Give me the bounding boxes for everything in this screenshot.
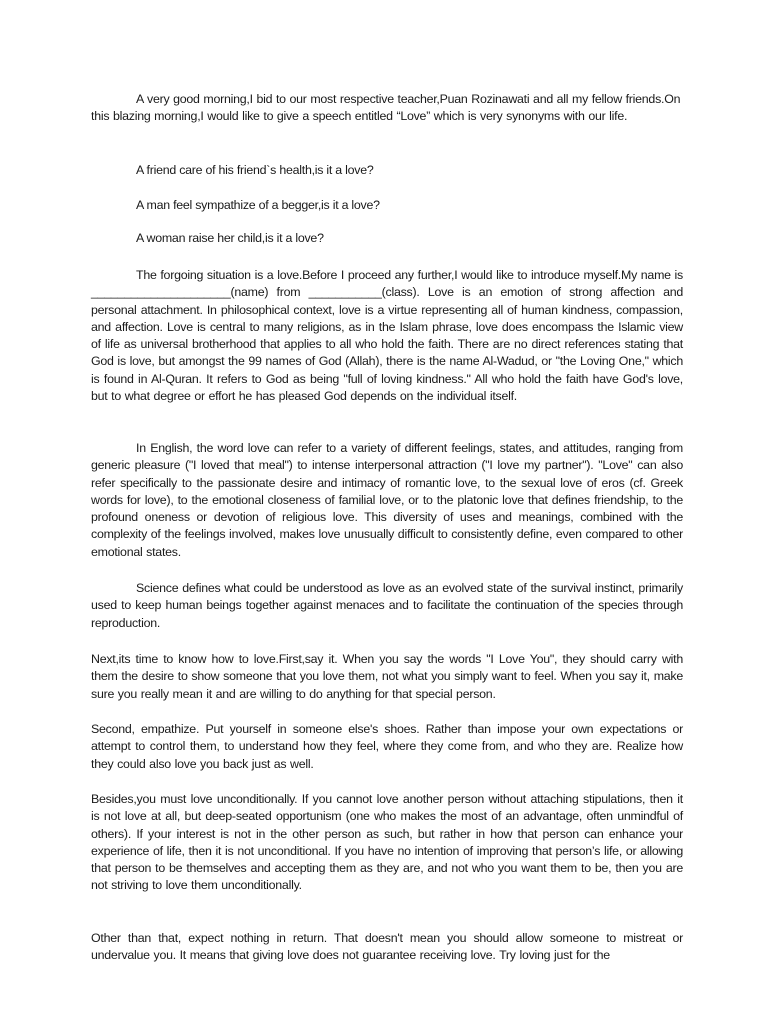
besides-text: Besides,you must love unconditionally. If you cannot love another person without attaching stipulations, then it is not love at all, but deep-seated opportunism (one who makes the most of an advantage, often unmindful of others). If your interest is not in the other person as such, but rather in how that person can enhance your experience of life, then it is not unconditional. If you have no intention of improving that person’s life, or allowing that person to be themselves and accepting them as they are, and not who you want them to be, then you are not striving to love them unconditionally. [91,792,683,893]
intro-paragraph [91,91,683,126]
other-paragraph [91,930,683,965]
english-text: In English, the word love can refer to a variety of different feelings, states, and attitudes, ranging from generic pleasure ("I loved that meal") to intense interpersonal attraction ("I love my partner"). "Love" can also refer specifically to the passionate desire and intimacy of romantic love, to the sexual love of eros (cf. Greek words for love), to the emotional closeness of familial love, or to the platonic love that defines friendship, to the profound oneness or devotion of religious love. This diversity of uses and meanings, combined with the complexity of the feelings involved, makes love unusually difficult to consistently define, even compared to other emotional states. [91,441,683,559]
forgoing-paragraph [91,267,683,405]
other-text: Other than that, expect nothing in return. That doesn't mean you should allow someone to mistreat or undervalue you. It means that giving love does not guarantee receiving love. Try loving just for the [91,931,683,963]
science-text: Science defines what could be understood as love as an evolved state of the survival instinct, primarily used to keep human beings together against menaces and to facilitate the continuation of the species through reproduction. [91,581,683,630]
second-text: Second, empathize. Put yourself in someone else's shoes. Rather than impose your own expectations or attempt to control them, to understand how they feel, where they come from, and who they are. Realize how they could also love you back just as well. [91,722,683,771]
besides-paragraph [91,791,683,895]
question-1: A friend care of his friend`s health,is it a love? [136,163,374,177]
english-paragraph [91,440,683,561]
forgoing-text: The forgoing situation is a love.Before I proceed any further,I would like to introduce myself.My name is _____________________(name) from ___________(class). Love is an emotion of strong affection and personal attachment. In philosophical context, love is a virtue representing all of human kindness, compassion, and affection. Love is central to many religions, as in the Islam phrase, love does encompass the Islamic view of life as universal brotherhood that applies to all who hold the faith. There are no direct references stating that God is love, but amongst the 99 names of God (Allah), there is the name Al-Wadud, or "the Loving One," which is found in Al-Quran. It refers to God as being "full of loving kindness." All who hold the faith have God's love, but to what degree or effort he has pleased God depends on the individual itself. [91,268,683,404]
intro-text: A very good morning,I bid to our most respective teacher,Puan Rozinawati and all my fellow friends.On this blazing morning,I would like to give a speech entitled “Love” which is very synonyms with our life. [91,92,681,124]
question-3: A woman raise her child,is it a love? [136,231,324,245]
next-text: Next,its time to know how to love.First,say it. When you say the words "I Love You", they should carry with them the desire to show someone that you love them, not what you simply want to feel. When you say it, make sure you really mean it and are willing to do anything for that special person. [91,652,683,701]
science-paragraph [91,580,683,632]
question-2: A man feel sympathize of a begger,is it a love? [136,198,380,212]
next-paragraph [91,651,683,703]
second-paragraph [91,721,683,773]
